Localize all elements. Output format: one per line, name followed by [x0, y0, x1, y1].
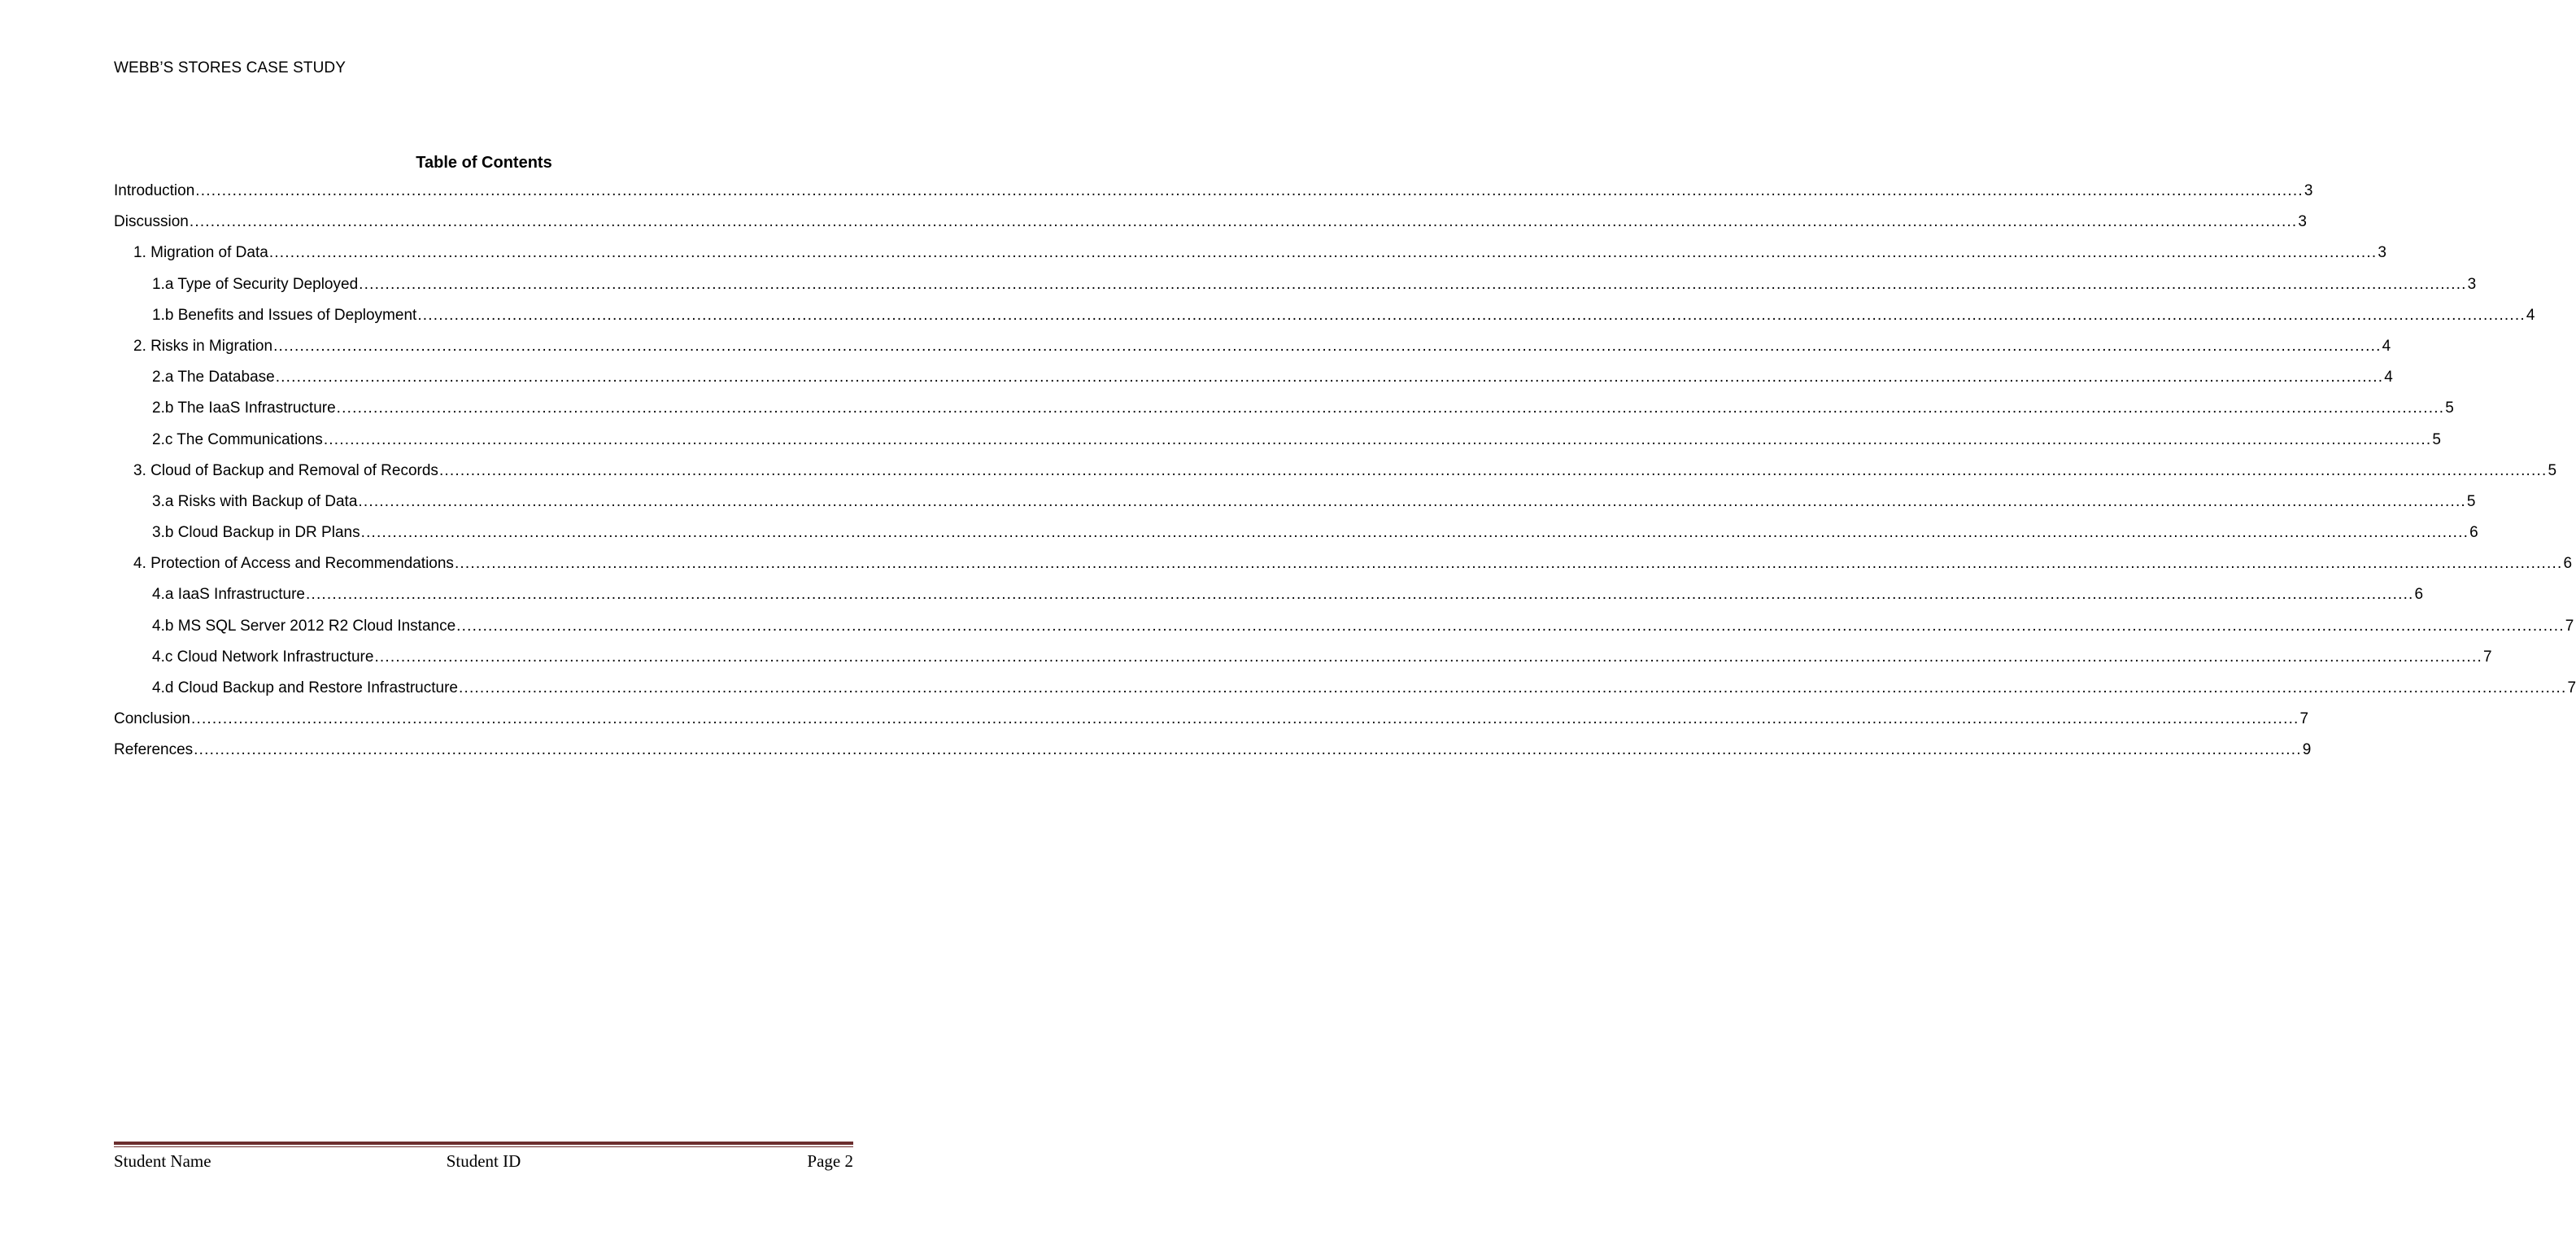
toc-entry[interactable] [114, 677, 2576, 708]
toc-dot-leader: ................................................................................................................................................................................................................................................................................................................................................................................................................ [458, 679, 2567, 696]
toc-entry-page: 5 [2548, 461, 2557, 479]
toc-entry-page: 9 [2302, 741, 2312, 759]
toc-dot-leader: ................................................................................................................................................................................................................................................................................................................................................................................................................ [456, 617, 2565, 635]
toc-entry-text: 3. Cloud of Backup and Removal of Records [133, 461, 438, 479]
toc-dot-leader: ................................................................................................................................................................................................................................................................................................................................................................................................................ [306, 586, 2414, 604]
toc-dot-leader: ................................................................................................................................................................................................................................................................................................................................................................................................................ [336, 399, 2445, 417]
toc-entry-text: Discussion [114, 213, 189, 231]
toc-entry-text: 1. Migration of Data [133, 244, 268, 262]
toc-entry-text: 2.c The Communications [152, 430, 323, 448]
toc-entry[interactable] [114, 522, 2478, 552]
toc-entry[interactable] [114, 180, 2313, 211]
toc-entry-page: 4 [2382, 337, 2391, 355]
toc-entry-text: 2. Risks in Migration [133, 337, 273, 355]
toc-dot-leader: ................................................................................................................................................................................................................................................................................................................................................................................................................ [417, 306, 2526, 324]
toc-entry-page: 5 [2445, 399, 2454, 417]
toc-dot-leader: ................................................................................................................................................................................................................................................................................................................................................................................................................ [189, 213, 2298, 231]
toc-dot-leader: ................................................................................................................................................................................................................................................................................................................................................................................................................ [268, 244, 2378, 262]
toc-entry-text: 3.b Cloud Backup in DR Plans [152, 524, 360, 542]
toc-entry-text: 3.a Risks with Backup of Data [152, 492, 358, 510]
toc-entry-text: 2.a The Database [152, 369, 275, 386]
toc-entry-page: 7 [2567, 679, 2576, 696]
toc-title: Table of Contents [416, 154, 552, 172]
toc-dot-leader: ................................................................................................................................................................................................................................................................................................................................................................................................................ [191, 710, 2299, 728]
toc-entry-text: 4.b MS SQL Server 2012 R2 Cloud Instance [152, 617, 456, 635]
toc-entry[interactable] [114, 646, 2492, 677]
toc-dot-leader: ................................................................................................................................................................................................................................................................................................................................................................................................................ [273, 337, 2382, 355]
toc-entry-text: Conclusion [114, 710, 190, 728]
toc-entry[interactable] [114, 273, 2477, 304]
toc-entry-text: References [114, 741, 194, 759]
toc-entry-page: 4 [2384, 369, 2393, 386]
toc-dot-leader: ................................................................................................................................................................................................................................................................................................................................................................................................................ [194, 741, 2302, 759]
toc-dot-leader: ................................................................................................................................................................................................................................................................................................................................................................................................................ [454, 555, 2563, 573]
toc-entry-page: 6 [2563, 555, 2573, 573]
toc-dot-leader: ................................................................................................................................................................................................................................................................................................................................................................................................................ [195, 182, 2304, 199]
toc-entry[interactable] [114, 397, 2454, 428]
page-footer [114, 1151, 853, 1174]
toc-entry[interactable] [114, 335, 2391, 366]
toc-entry-text: 2.b The IaaS Infrastructure [152, 399, 336, 417]
toc-entry-page: 6 [2469, 524, 2478, 542]
toc-entry-page: 4 [2526, 306, 2535, 324]
footer-student-name: Student Name [114, 1151, 211, 1171]
toc-entry[interactable] [114, 491, 2476, 522]
toc-entry-text: 1.b Benefits and Issues of Deployment [152, 306, 417, 324]
toc-entry[interactable] [114, 429, 2441, 460]
toc-entry-page: 3 [2298, 213, 2307, 231]
table-of-contents [114, 180, 2576, 771]
toc-entry[interactable] [114, 460, 2557, 491]
footer-rule-thin [114, 1146, 853, 1147]
toc-entry-text: 4.a IaaS Infrastructure [152, 586, 305, 604]
toc-entry-text: Introduction [114, 182, 195, 199]
toc-dot-leader: ................................................................................................................................................................................................................................................................................................................................................................................................................ [359, 275, 2467, 293]
toc-entry[interactable] [114, 211, 2307, 242]
toc-entry[interactable] [114, 739, 2312, 770]
toc-entry-page: 5 [2432, 430, 2441, 448]
page-header-title: WEBB’S STORES CASE STUDY [114, 59, 346, 76]
toc-entry-page: 3 [2378, 244, 2386, 262]
footer-page-number: Page 2 [807, 1151, 853, 1171]
toc-entry[interactable] [114, 583, 2424, 614]
toc-entry-page: 7 [2565, 617, 2574, 635]
toc-entry-page: 7 [2482, 648, 2492, 666]
toc-entry-text: 1.a Type of Security Deployed [152, 275, 359, 293]
toc-entry-page: 5 [2466, 492, 2476, 510]
toc-entry[interactable] [114, 615, 2574, 646]
toc-entry[interactable] [114, 366, 2393, 397]
toc-entry[interactable] [114, 242, 2386, 273]
toc-dot-leader: ................................................................................................................................................................................................................................................................................................................................................................................................................ [374, 648, 2482, 666]
toc-entry-text: 4.d Cloud Backup and Restore Infrastructure [152, 679, 458, 696]
toc-dot-leader: ................................................................................................................................................................................................................................................................................................................................................................................................................ [275, 369, 2384, 386]
footer-rule [114, 1142, 853, 1145]
toc-dot-leader: ................................................................................................................................................................................................................................................................................................................................................................................................................ [358, 492, 2466, 510]
toc-entry-page: 3 [2467, 275, 2477, 293]
toc-entry[interactable] [114, 708, 2309, 739]
toc-entry-page: 7 [2299, 710, 2309, 728]
toc-entry-text: 4.c Cloud Network Infrastructure [152, 648, 374, 666]
toc-entry[interactable] [114, 552, 2573, 583]
toc-entry-page: 3 [2304, 182, 2313, 199]
toc-dot-leader: ................................................................................................................................................................................................................................................................................................................................................................................................................ [360, 524, 2469, 542]
toc-dot-leader: ................................................................................................................................................................................................................................................................................................................................................................................................................ [438, 461, 2548, 479]
toc-entry-page: 6 [2414, 586, 2424, 604]
toc-entry[interactable] [114, 304, 2535, 335]
footer-student-id: Student ID [446, 1151, 521, 1171]
toc-entry-text: 4. Protection of Access and Recommendations [133, 555, 454, 573]
toc-dot-leader: ................................................................................................................................................................................................................................................................................................................................................................................................................ [323, 430, 2432, 448]
